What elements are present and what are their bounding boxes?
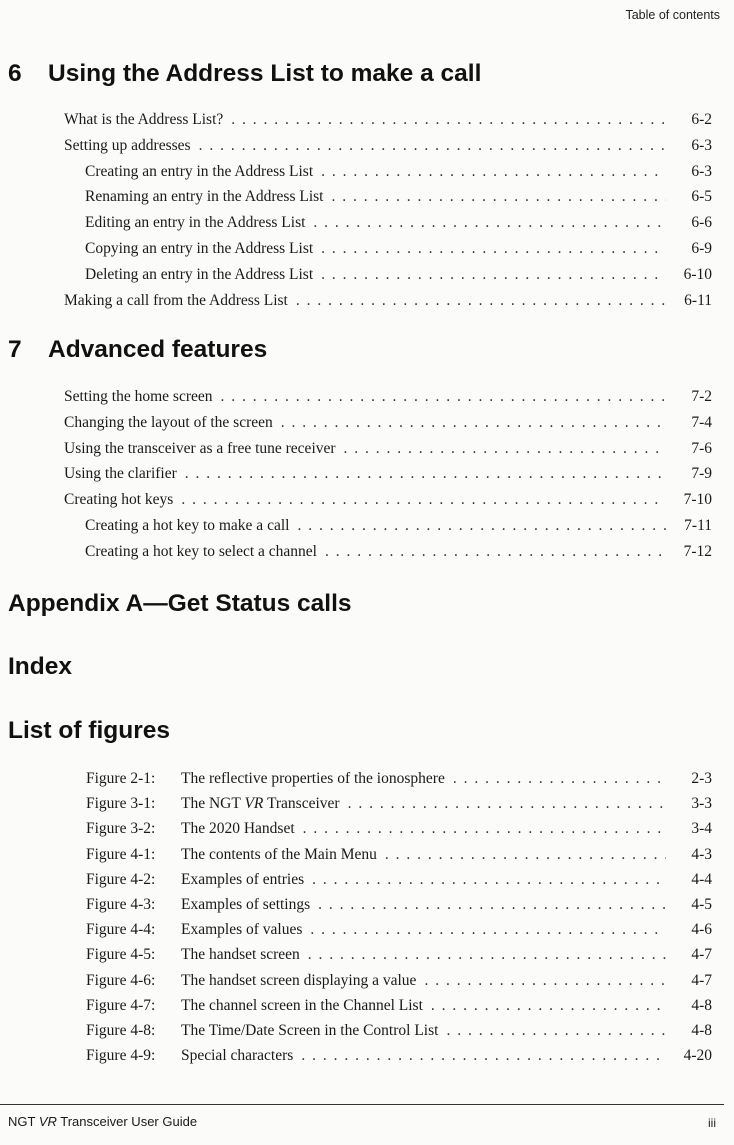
- toc-entry-title: Creating a hot key to select a channel: [85, 542, 317, 560]
- footer-guide-title-pre: NGT: [8, 1114, 39, 1129]
- footer-guide-title-italic: VR: [38, 1114, 57, 1129]
- figure-label: Figure 4-1:: [86, 845, 156, 863]
- figure-title: The Time/Date Screen in the Control List: [181, 1021, 439, 1039]
- figure-page: 3-3: [691, 795, 712, 813]
- toc-entry-page: 7-10: [683, 491, 712, 509]
- toc-entry-title: Changing the layout of the screen: [64, 413, 273, 431]
- figure-label: Figure 4-9:: [86, 1047, 156, 1065]
- toc-entry-title: Copying an entry in the Address List: [85, 239, 314, 257]
- figure-entry[interactable]: [86, 993, 712, 1018]
- toc-entry-title: Creating an entry in the Address List: [85, 162, 314, 180]
- figure-label: Figure 4-5:: [86, 946, 156, 964]
- footer-guide-title: [8, 1114, 197, 1129]
- figure-entry[interactable]: [86, 968, 712, 993]
- dot-leader: [231, 107, 666, 133]
- toc-entry-title: Editing an entry in the Address List: [85, 214, 306, 232]
- figure-page: 2-3: [691, 770, 712, 787]
- dot-leader: [321, 159, 666, 185]
- figure-title: Examples of entries: [181, 870, 305, 888]
- figure-page: 4-4: [691, 870, 712, 888]
- chapter-title: Advanced features: [48, 336, 268, 363]
- dot-leader: [325, 539, 666, 565]
- dot-leader: [321, 262, 666, 288]
- toc-entry[interactable]: [64, 539, 712, 565]
- toc-entry[interactable]: [64, 384, 712, 410]
- figure-page: 3-4: [691, 820, 712, 838]
- toc-entry-page: 6-3: [691, 162, 712, 180]
- index-heading[interactable]: Index: [8, 653, 72, 680]
- figure-title: The channel screen in the Channel List: [181, 996, 423, 1014]
- figure-title: Examples of settings: [181, 895, 311, 913]
- figure-entry[interactable]: [86, 816, 712, 841]
- chapter-title: Using the Address List to make a call: [48, 60, 482, 87]
- dot-leader: [221, 384, 667, 410]
- dot-leader: [310, 917, 666, 942]
- figure-label: Figure 4-8:: [86, 1021, 156, 1039]
- dot-leader: [313, 210, 666, 236]
- figure-entry[interactable]: [86, 867, 712, 892]
- chapter-number: 6: [8, 60, 22, 87]
- running-header: Table of contents: [625, 8, 720, 22]
- dot-leader: [385, 842, 666, 867]
- figure-page: 4-6: [691, 921, 712, 939]
- list-of-figures: [86, 766, 712, 1068]
- figure-page: 4-7: [691, 946, 712, 964]
- figure-page: 4-3: [691, 845, 712, 863]
- toc-entry-page: 6-11: [684, 291, 712, 309]
- dot-leader: [446, 1018, 666, 1043]
- figure-title: The handset screen displaying a value: [181, 971, 417, 989]
- appendix-a-heading[interactable]: Appendix A—Get Status calls: [8, 590, 352, 617]
- toc-entry-page: 7-2: [691, 388, 712, 405]
- figure-page: 4-8: [691, 996, 712, 1014]
- figure-title: The 2020 Handset: [181, 820, 295, 838]
- toc-entry-page: 7-11: [684, 516, 712, 534]
- dot-leader: [424, 968, 666, 993]
- toc-entry-title: Deleting an entry in the Address List: [85, 265, 314, 283]
- figure-label: Figure 3-1:: [86, 795, 156, 813]
- toc-entry[interactable]: [64, 236, 712, 262]
- toc-entry-title: What is the Address List?: [64, 111, 224, 128]
- figure-page: 4-20: [683, 1047, 712, 1065]
- figure-title-rest: Transceiver: [263, 795, 340, 813]
- toc-entry-page: 7-4: [691, 413, 712, 431]
- dot-leader: [321, 236, 666, 262]
- dot-leader: [332, 184, 667, 210]
- dot-leader: [181, 487, 666, 513]
- toc-entry-title: Using the transceiver as a free tune receiver: [64, 439, 336, 457]
- toc-entry-page: 6-3: [691, 136, 712, 154]
- toc-entry-page: 7-9: [691, 465, 712, 483]
- dot-leader: [281, 410, 666, 436]
- figure-entry[interactable]: [86, 1018, 712, 1043]
- figure-label: Figure 3-2:: [86, 820, 156, 838]
- toc-entry[interactable]: [64, 133, 712, 159]
- figure-label: Figure 4-4:: [86, 921, 156, 939]
- toc-entry[interactable]: [64, 159, 712, 185]
- dot-leader: [297, 513, 666, 539]
- figure-title: The NGT: [181, 795, 245, 813]
- toc-entry-page: 6-2: [691, 111, 712, 128]
- toc-entry[interactable]: [64, 107, 712, 133]
- figure-page: 4-5: [691, 895, 712, 913]
- chapter-7-heading: [8, 336, 267, 364]
- figure-title: The reflective properties of the ionosphere: [181, 770, 445, 787]
- toc-entry-page: 6-6: [691, 214, 712, 232]
- dot-leader: [308, 942, 666, 967]
- toc-entry[interactable]: [64, 487, 712, 513]
- figure-label: Figure 4-3:: [86, 895, 156, 913]
- figure-label: Figure 2-1:: [86, 770, 156, 787]
- dot-leader: [431, 993, 666, 1018]
- figure-title-italic: VR: [244, 795, 264, 813]
- toc-entry-page: 7-6: [691, 439, 712, 457]
- dot-leader: [185, 461, 666, 487]
- toc-entry[interactable]: [64, 262, 712, 288]
- figure-entry[interactable]: [86, 942, 712, 967]
- figure-entry[interactable]: [86, 766, 712, 791]
- dot-leader: [312, 867, 666, 892]
- figure-entry[interactable]: [86, 791, 712, 816]
- toc-entry[interactable]: [64, 436, 712, 462]
- toc-entry-page: 6-5: [691, 188, 712, 206]
- footer-divider: [0, 1104, 724, 1105]
- list-of-figures-heading: List of figures: [8, 717, 170, 744]
- figure-entry[interactable]: [86, 1043, 712, 1068]
- toc-entry-title: Setting up addresses: [64, 136, 191, 154]
- dot-leader: [348, 791, 666, 816]
- toc-entry[interactable]: [64, 461, 712, 487]
- chapter-6-toc: [64, 107, 712, 313]
- dot-leader: [453, 766, 666, 791]
- figure-page: 4-7: [691, 971, 712, 989]
- dot-leader: [344, 436, 666, 462]
- toc-entry-title: Creating hot keys: [64, 491, 174, 509]
- toc-entry-title: Making a call from the Address List: [64, 291, 288, 309]
- toc-entry[interactable]: [64, 210, 712, 236]
- figure-entry[interactable]: [86, 892, 712, 917]
- figure-entry[interactable]: [86, 842, 712, 867]
- toc-entry[interactable]: [64, 184, 712, 210]
- toc-entry[interactable]: [64, 513, 712, 539]
- toc-entry-page: 6-10: [683, 265, 712, 283]
- dot-leader: [303, 816, 666, 841]
- figure-title: Examples of values: [181, 921, 303, 939]
- toc-entry-title: Using the clarifier: [64, 465, 177, 483]
- chapter-7-toc: [64, 384, 712, 565]
- toc-entry-title: Creating a hot key to make a call: [85, 516, 290, 534]
- figure-title: The handset screen: [181, 946, 300, 964]
- toc-entry-page: 7-12: [683, 542, 712, 560]
- toc-entry[interactable]: [64, 288, 712, 314]
- dot-leader: [301, 1043, 666, 1068]
- figure-entry[interactable]: [86, 917, 712, 942]
- chapter-number: 7: [8, 336, 22, 363]
- chapter-6-heading: [8, 60, 481, 88]
- dot-leader: [318, 892, 666, 917]
- dot-leader: [199, 133, 666, 159]
- figure-title: Special characters: [181, 1047, 294, 1065]
- page-number: iii: [708, 1116, 716, 1130]
- figure-title: The contents of the Main Menu: [181, 845, 377, 863]
- toc-entry-title: Setting the home screen: [64, 388, 213, 405]
- dot-leader: [296, 288, 666, 314]
- figure-page: 4-8: [691, 1021, 712, 1039]
- figure-label: Figure 4-6:: [86, 971, 156, 989]
- toc-entry[interactable]: [64, 410, 712, 436]
- figure-label: Figure 4-7:: [86, 996, 156, 1014]
- toc-entry-page: 6-9: [691, 239, 712, 257]
- figure-label: Figure 4-2:: [86, 870, 156, 888]
- footer-guide-title-post: Transceiver User Guide: [56, 1114, 198, 1129]
- toc-entry-title: Renaming an entry in the Address List: [85, 188, 324, 206]
